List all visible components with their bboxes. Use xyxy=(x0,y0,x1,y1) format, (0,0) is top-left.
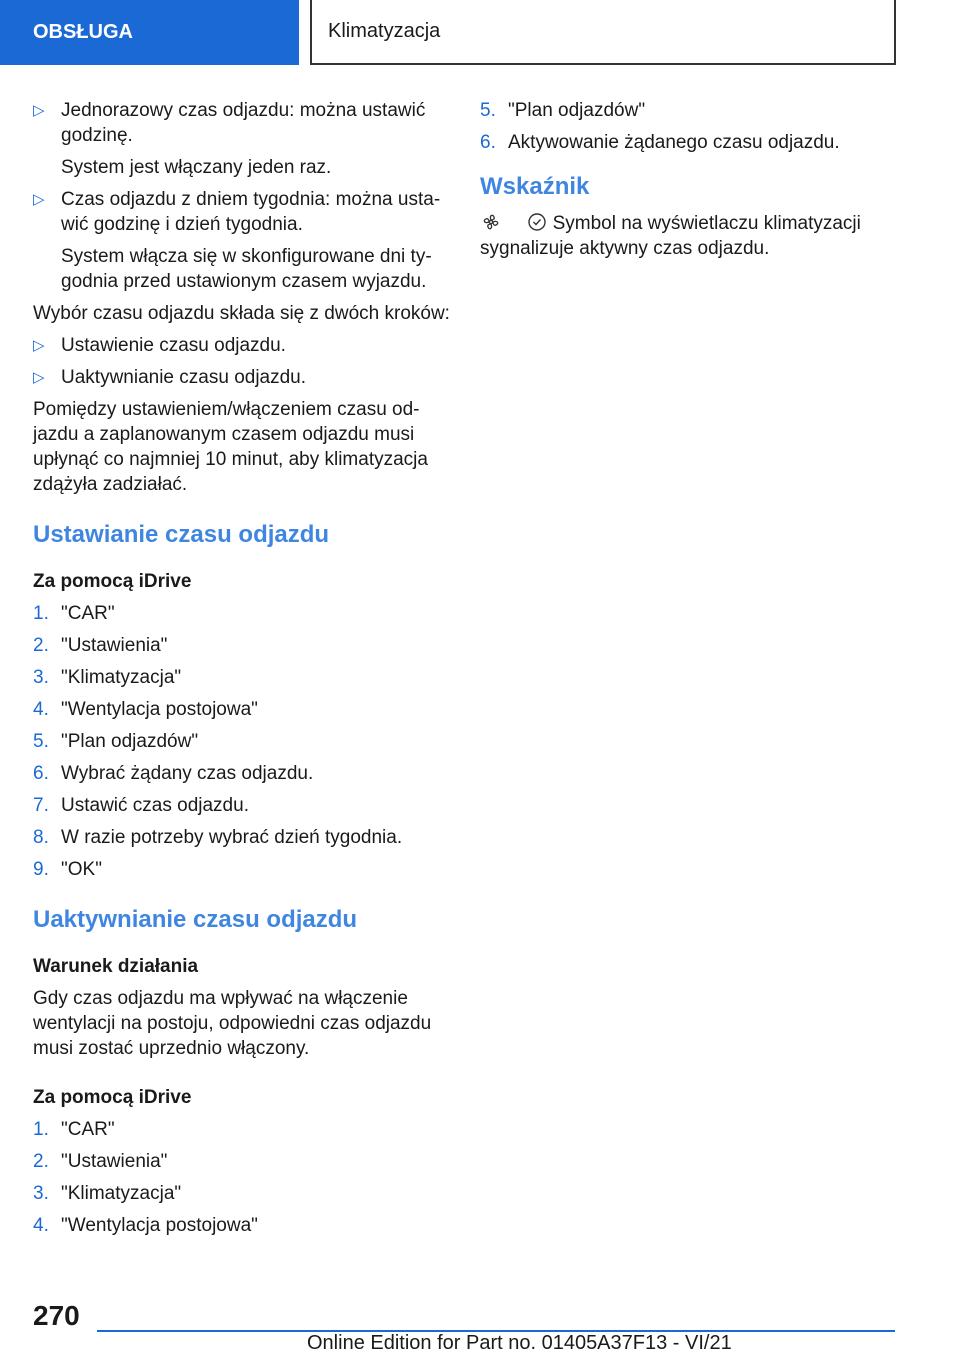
bullet-text: Ustawienie czasu odjazdu. xyxy=(61,335,286,356)
edition-label: Online Edition for Part no. 01405A37F13 - VI/21 xyxy=(307,1332,732,1354)
step-text: Wybrać żądany czas odjazdu. xyxy=(61,763,314,784)
step-text: "Wentylacja postojowa" xyxy=(61,1215,258,1236)
step-number: 7. xyxy=(33,795,49,816)
step-text: W razie potrzeby wybrać dzień tygodnia. xyxy=(61,827,403,848)
step-item xyxy=(33,665,453,690)
step-item xyxy=(33,1117,453,1142)
step-item xyxy=(33,1149,453,1174)
triangle-bullet-icon: ▷ xyxy=(33,369,45,386)
section-heading: Uaktywnianie czasu odjazdu xyxy=(33,906,358,933)
chapter-header xyxy=(310,0,896,65)
clock-icon xyxy=(527,212,547,232)
step-number: 4. xyxy=(33,1215,49,1236)
step-text: "Plan odjazdów" xyxy=(61,731,199,752)
steps-list xyxy=(33,1117,453,1238)
step-text: "CAR" xyxy=(61,1119,115,1140)
step-item xyxy=(33,697,453,722)
indicator-paragraph xyxy=(480,211,880,261)
triangle-bullet-icon: ▷ xyxy=(33,102,45,119)
step-number: 2. xyxy=(33,1151,49,1172)
step-text: "Wentylacja postojowa" xyxy=(61,699,258,720)
step-text: "Plan odjazdów" xyxy=(508,100,646,121)
section-heading: Ustawianie czasu odjazdu xyxy=(33,521,330,548)
steps-list xyxy=(33,601,453,882)
step-item xyxy=(33,729,453,754)
step-item xyxy=(33,825,453,850)
indicator-text: Symbol na wyświetlaczu klimatyzacji sygnalizuje aktywny czas odjazdu. xyxy=(480,213,861,259)
step-item xyxy=(33,793,453,818)
subheading: Za pomocą iDrive xyxy=(33,1087,192,1108)
step-text: "Ustawienia" xyxy=(61,635,168,656)
indicator-icons xyxy=(480,211,547,236)
step-number: 8. xyxy=(33,827,49,848)
section-heading: Wskaźnik xyxy=(480,173,590,200)
fan-icon xyxy=(480,212,502,232)
step-number: 1. xyxy=(33,603,49,624)
step-text: Ustawić czas odjazdu. xyxy=(61,795,249,816)
subheading: Warunek działania xyxy=(33,956,199,977)
step-item xyxy=(480,98,880,123)
step-item xyxy=(33,1213,453,1238)
step-text: "CAR" xyxy=(61,603,115,624)
bullet-subtext: System jest włączany jeden raz. xyxy=(61,157,332,178)
bullet-text: Uaktywnianie czasu odjazdu. xyxy=(61,367,307,388)
step-number: 5. xyxy=(33,731,49,752)
triangle-bullet-icon: ▷ xyxy=(33,337,45,354)
right-column xyxy=(480,98,880,268)
step-text: "Klimatyzacja" xyxy=(61,1183,182,1204)
triangle-bullet-icon: ▷ xyxy=(33,191,45,208)
step-text: "Klimatyzacja" xyxy=(61,667,182,688)
page-number: 270 xyxy=(33,1300,80,1331)
step-number: 5. xyxy=(480,100,496,121)
step-item xyxy=(33,601,453,626)
step-item xyxy=(33,633,453,658)
step-number: 3. xyxy=(33,1183,49,1204)
step-number: 4. xyxy=(33,699,49,720)
condition-paragraph: Gdy czas odjazdu ma wpływać na włączenie wentylacji na postoju, odpowiedni czas odjazdu musi zostać uprzednio włączony. xyxy=(33,988,432,1059)
step-number: 6. xyxy=(33,763,49,784)
section-tab xyxy=(0,0,299,65)
list-item xyxy=(33,365,453,390)
step-number: 9. xyxy=(33,859,49,880)
step-text: Aktywowanie żądanego czasu odjazdu. xyxy=(508,132,840,153)
step-number: 2. xyxy=(33,635,49,656)
section-title: OBSŁUGA xyxy=(33,21,133,43)
list-item xyxy=(33,187,453,237)
step-item xyxy=(33,761,453,786)
bullet-text: Jednorazowy czas odjazdu: można ustawić godzinę. xyxy=(61,100,426,146)
step-item xyxy=(480,130,880,155)
note-paragraph: Pomiędzy ustawieniem/włączeniem czasu od-jazdu a zaplanowanym czasem odjazdu musi upłynąć co najmniej 10 minut, aby klimatyzacja zdążyła zadziałać. xyxy=(33,399,428,495)
step-text: "OK" xyxy=(61,859,102,880)
intro-paragraph: Wybór czasu odjazdu składa się z dwóch kroków: xyxy=(33,303,450,324)
subheading: Za pomocą iDrive xyxy=(33,571,192,592)
list-item xyxy=(33,98,453,148)
bullet-text: Czas odjazdu z dniem tygodnia: można usta-wić godzinę i dzień tygodnia. xyxy=(61,189,441,235)
step-text: "Ustawienia" xyxy=(61,1151,168,1172)
steps-list xyxy=(480,98,880,155)
step-item xyxy=(33,857,453,882)
step-number: 3. xyxy=(33,667,49,688)
chapter-title: Klimatyzacja xyxy=(328,20,441,42)
step-number: 1. xyxy=(33,1119,49,1140)
left-column xyxy=(33,98,453,1245)
step-number: 6. xyxy=(480,132,496,153)
step-item xyxy=(33,1181,453,1206)
list-item xyxy=(33,333,453,358)
bullet-subtext: System włącza się w skonfigurowane dni ty-godnia przed ustawionym czasem wyjazdu. xyxy=(61,246,432,292)
